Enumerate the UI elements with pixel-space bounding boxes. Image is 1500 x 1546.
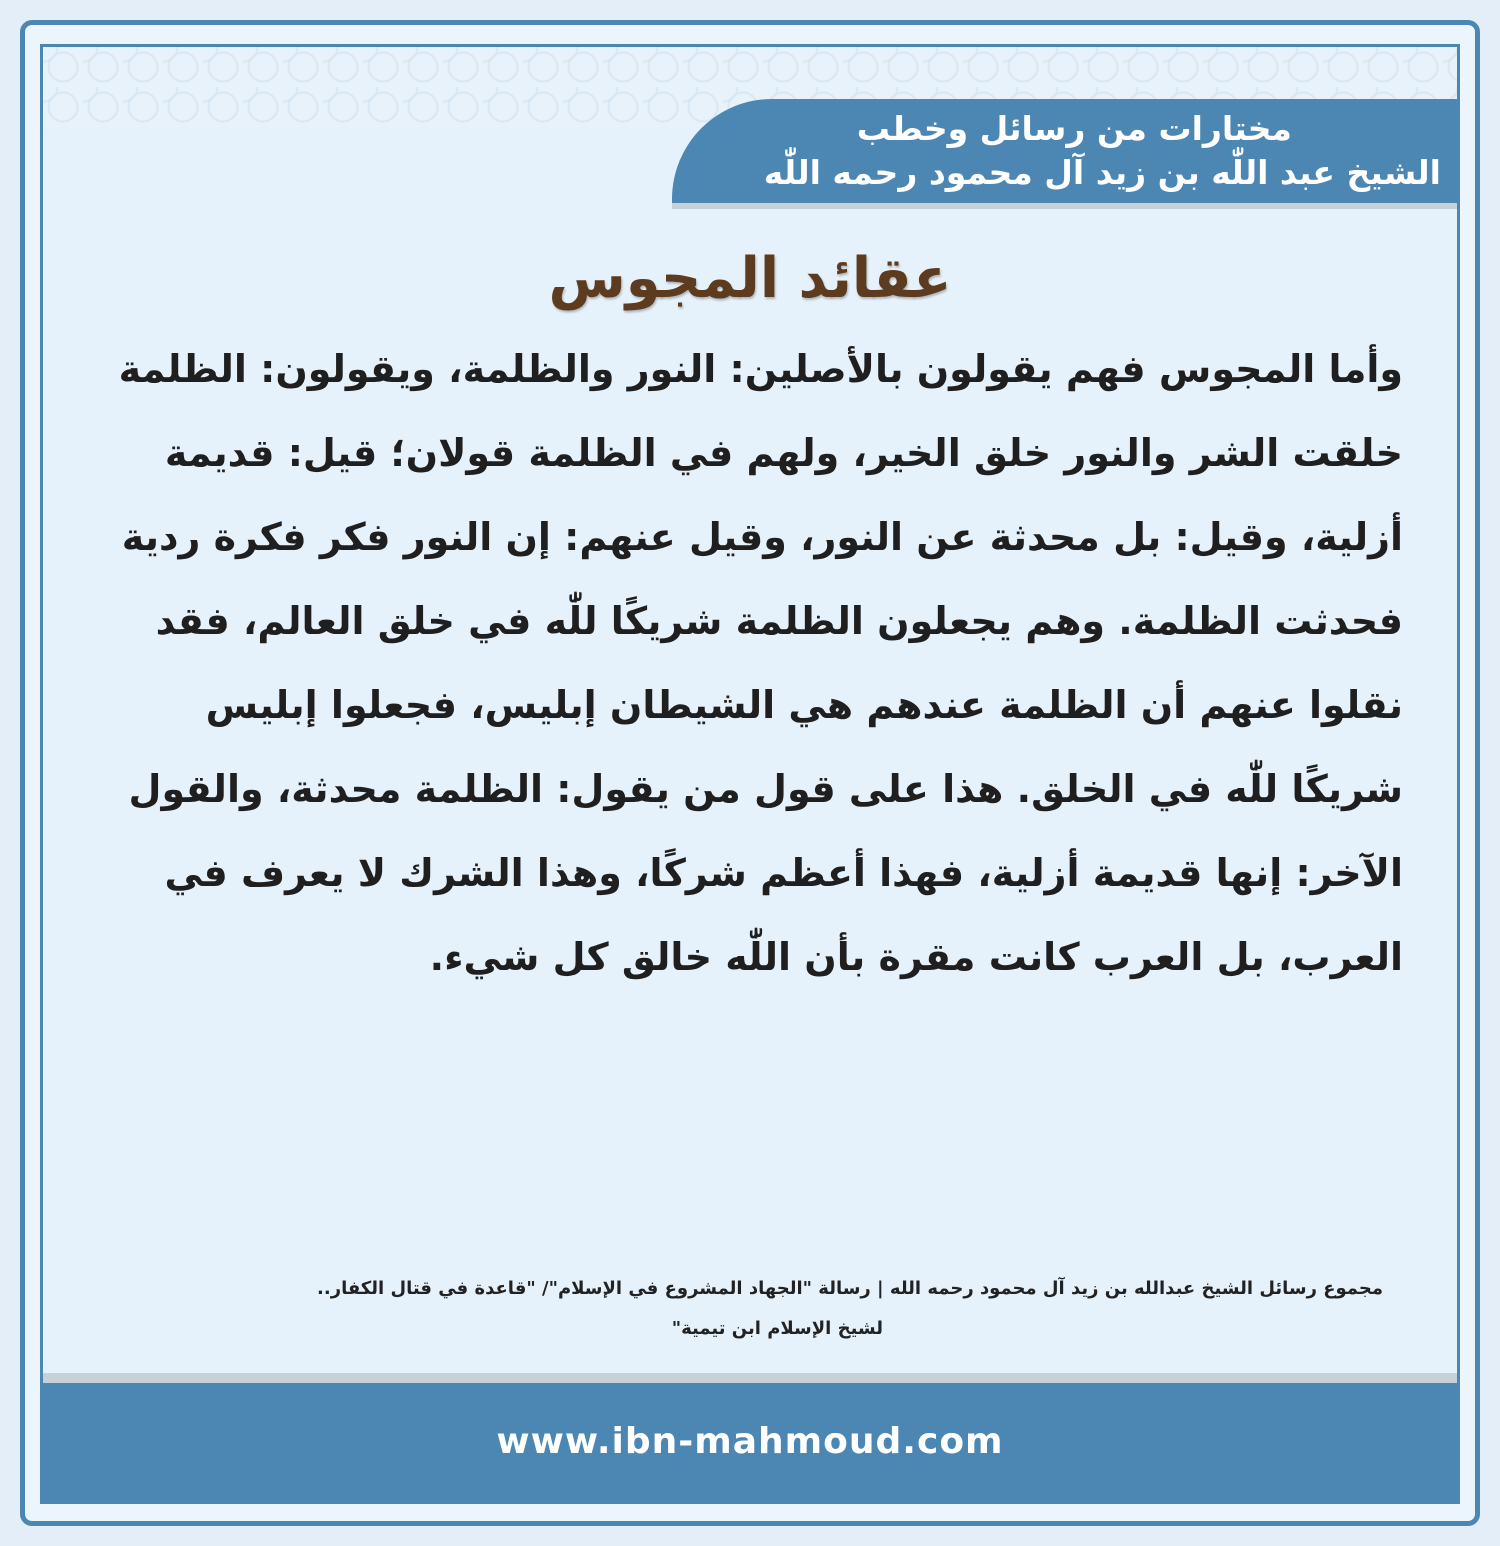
page-title: عقائد المجوس (548, 246, 952, 311)
header-banner (672, 99, 1457, 203)
content-card (40, 44, 1460, 1504)
footnote-line-1: مجموع رسائل الشيخ عبدالله بن زيد آل محمود رحمه الله | رسالة "الجهاد المشروع في الإسلام"/ "قاعدة في قتال الكفار.. (317, 1278, 1383, 1299)
body-text: وأما المجوس فهم يقولون بالأصلين: النور والظلمة، ويقولون: الظلمة خلقت الشر والنور خلق الخير، ولهم في الظلمة قولان؛ قيل: قديمة أزلية، وقيل: بل محدثة عن النور، وقيل عنهم: إن النور فكر فكرة ردية فحدثت الظلمة. وهم يجعلون الظلمة شريكًا للّٰه في خلق العالم، فقد نقلوا عنهم أن الظلمة عندهم هي الشيطان إبليس، فجعلوا إبليس شريكًا للّٰه في الخلق. هذا على قول من يقول: الظلمة محدثة، والقول الآخر: إنها قديمة أزلية، فهذا أعظم شركًا، وهذا الشرك لا يعرف في العرب، بل العرب كانت مقرة بأن اللّٰه خالق كل شيء. (118, 347, 1403, 979)
header-author: الشيخ عبد اللّٰه بن زيد آل محمود رحمه اللّٰه (763, 153, 1441, 192)
footer-divider (43, 1373, 1457, 1383)
header-subtitle: مختارات من رسائل وخطب (856, 109, 1292, 148)
source-footnote (113, 1269, 1383, 1349)
footnote-line-2: لشيخ الإسلام ابن تيمية" (671, 1318, 883, 1339)
website-link[interactable]: www.ibn-mahmoud.com (496, 1421, 1004, 1462)
